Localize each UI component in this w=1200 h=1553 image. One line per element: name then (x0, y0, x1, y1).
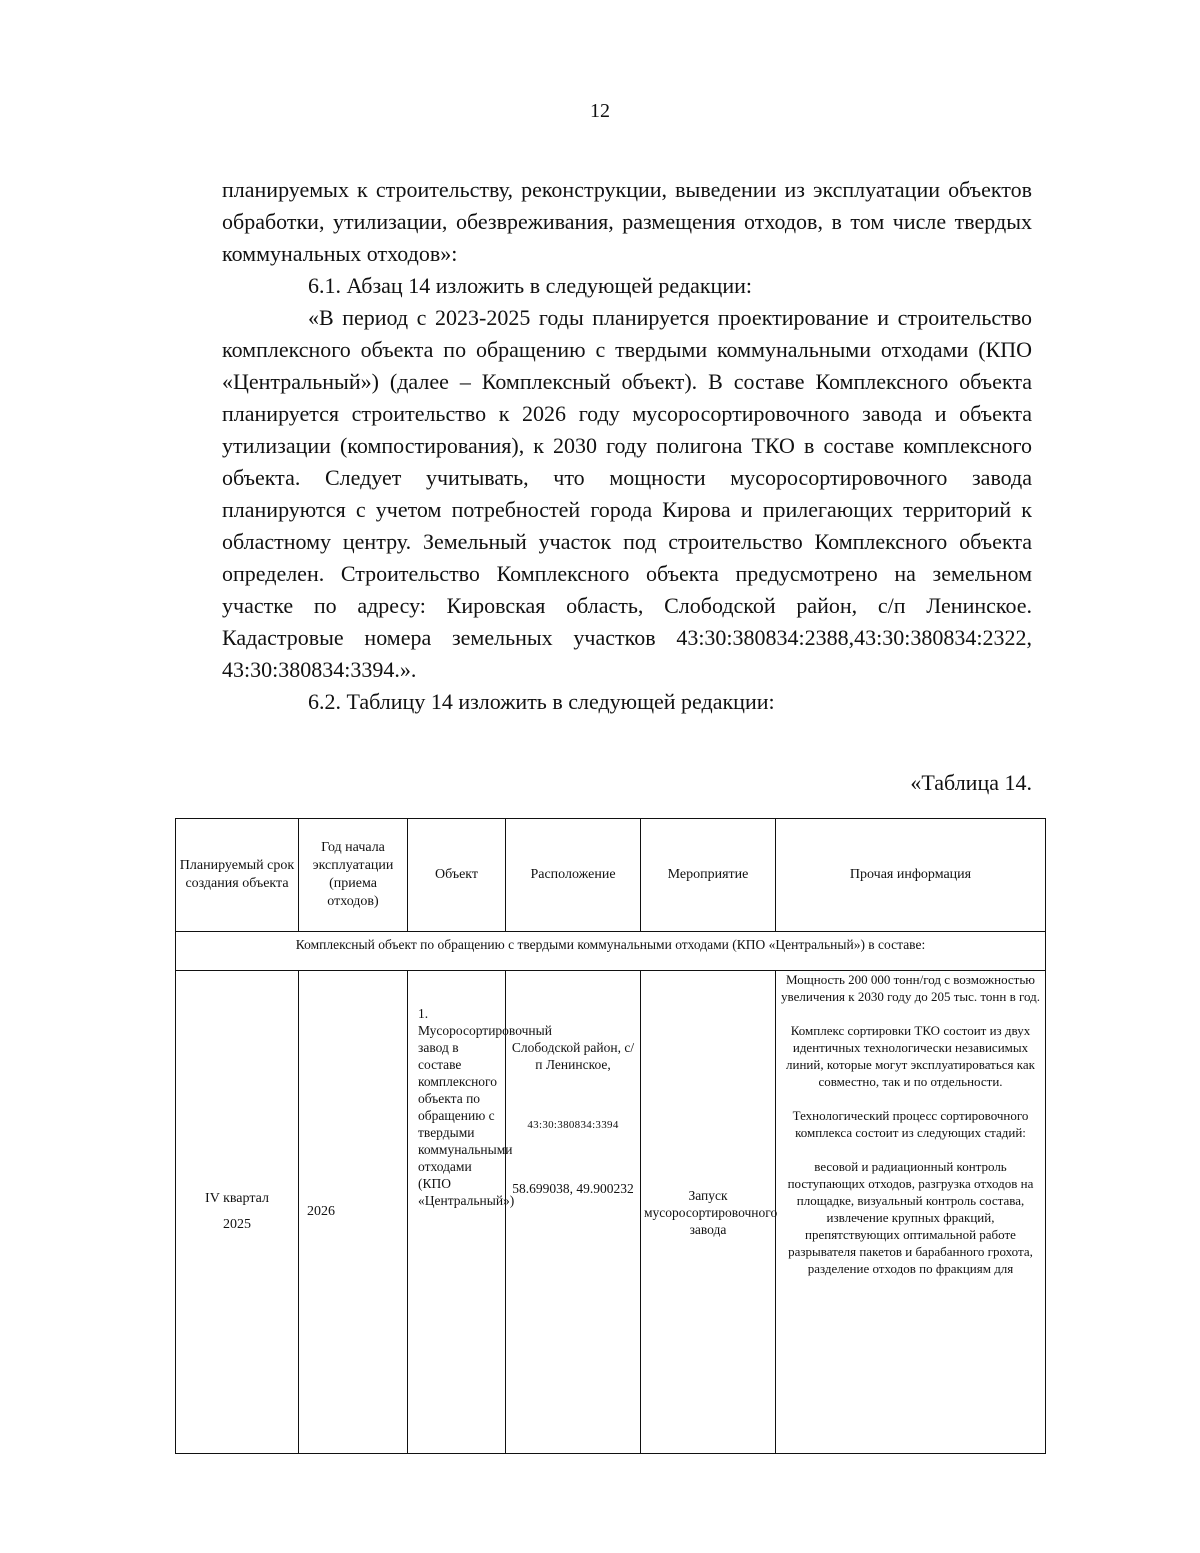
table-row (176, 971, 1046, 1454)
page-number: 12 (590, 100, 610, 122)
info-capacity: Мощность 200 000 тонн/год с возможностью увеличения к 2030 году до 205 тыс. тонн в год. (781, 972, 1040, 1004)
header-object: Объект (408, 819, 506, 932)
cell-info (776, 971, 1046, 1454)
paragraph-6-1: 6.1. Абзац 14 изложить в следующей редакции: (308, 273, 752, 298)
header-location: Расположение (506, 819, 641, 932)
paragraph-quote: «В период с 2023-2025 годы планируется проектирование и строительство комплексного объекта по обращению с твердыми коммунальными отходами (КПО «Центральный») (далее – Комплексный объект). В составе Комплексного объекта планируется строительство к 2026 году мусоросортировочного завода и объекта утилизации (компостирования), к 2030 году полигона ТКО в составе комплексного объекта. Следует учитывать, что мощности мусоросортировочного завода планируются с учетом потребностей города Кирова и прилегающих территорий к областному центру. Земельный участок под строительство Комплексного объекта определен. Строительство Комплексного объекта предусмотрено на земельном участке по адресу: Кировская область, Слободской район, с/п Ленинское. Кадастровые номера земельных участков 43:30:380834:2388,43:30:380834:2322, 43:30:380834:3394.». (222, 305, 1032, 682)
paragraph-continuation: планируемых к строительству, реконструкции, выведении из эксплуатации объектов обработки, утилизации, обезвреживания, размещения отходов, в том числе твердых коммунальных отходов»: (222, 177, 1032, 266)
location-cadastral: 43:30:380834:3394 (527, 1119, 619, 1131)
cell-object: 1. Мусоросортировочный завод в составе комплексного объекта по обращению с твердыми коммунальными отходами (КПО «Центральный») (408, 971, 506, 1454)
paragraph-6-2: 6.2. Таблицу 14 изложить в следующей редакции: (308, 689, 775, 714)
info-lines: Комплекс сортировки ТКО состоит из двух идентичных технологически независимых линий, которые могут эксплуатироваться как совместно, так и по отдельности. (786, 1023, 1035, 1089)
cell-action: Запуск мусоросортировочного завода (641, 971, 776, 1454)
location-text: Слободской район, с/п Ленинское, (511, 1040, 635, 1072)
cell-term (176, 971, 299, 1454)
info-process: Технологический процесс сортировочного комплекса состоит из следующих стадий: (792, 1108, 1029, 1140)
term-quarter: IV квартал (205, 1191, 269, 1206)
data-table (175, 818, 1046, 1454)
header-info: Прочая информация (776, 819, 1046, 932)
body-text (222, 174, 1032, 718)
cell-location (506, 971, 641, 1454)
table-caption: «Таблица 14. (910, 770, 1032, 795)
header-action: Мероприятие (641, 819, 776, 932)
cell-year: 2026 (299, 971, 408, 1454)
term-year: 2025 (223, 1217, 251, 1232)
header-term: Планируемый срок создания объекта (176, 819, 299, 932)
info-stages: весовой и радиационный контроль поступающих отходов, разгрузка отходов на площадке, визуальный контроль состава, извлечение крупных фракций, препятствующих оптимальной работе разрывателя пакетов и барабанного грохота, разделение отходов по фракциям для (787, 1159, 1034, 1276)
table-section-row (176, 932, 1046, 971)
location-coords: 58.699038, 49.900232 (512, 1181, 634, 1196)
header-year: Год начала эксплуатации (приема отходов) (299, 819, 408, 932)
section-title: Комплексный объект по обращению с твердыми коммунальными отходами (КПО «Центральный») в составе: (176, 932, 1046, 971)
table-header-row (176, 819, 1046, 932)
